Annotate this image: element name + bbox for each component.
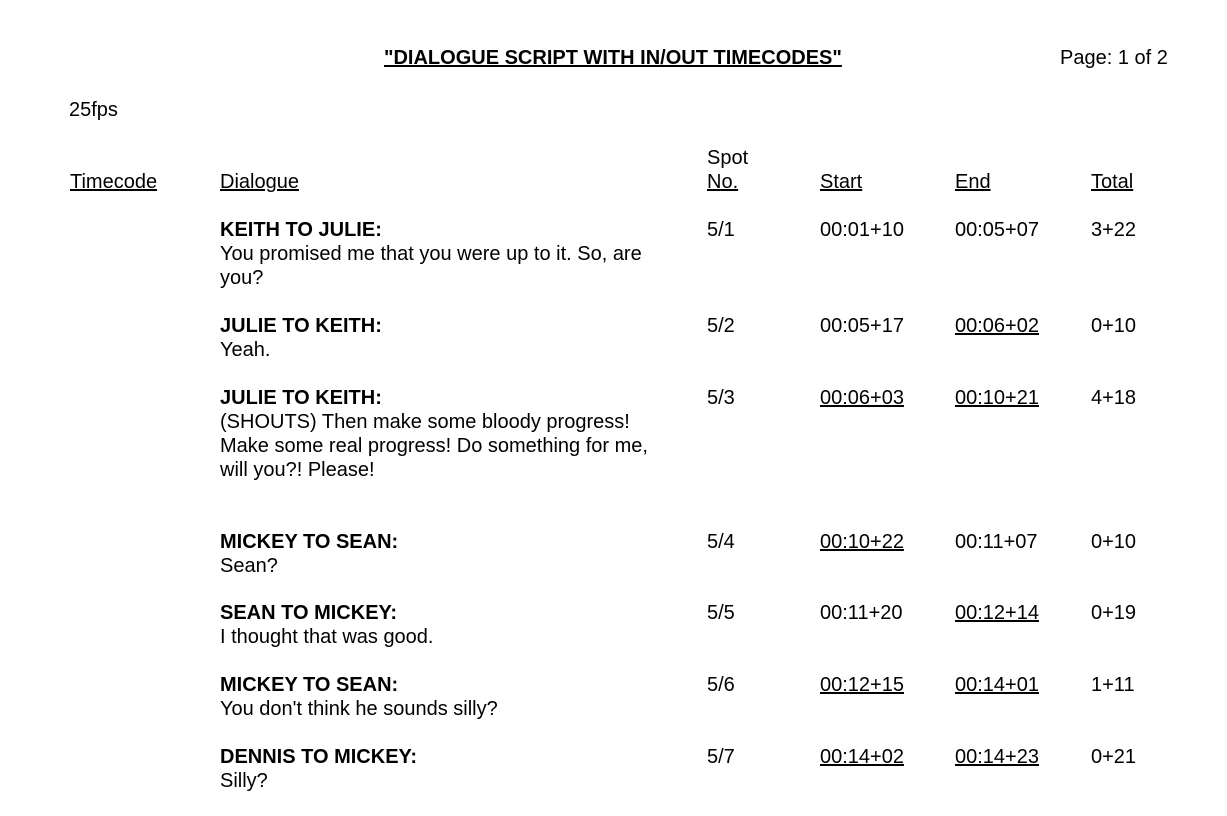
spot-number: 5/1 [707,219,735,241]
spot-number: 5/7 [707,746,735,768]
document-title: "DIALOGUE SCRIPT WITH IN/OUT TIMECODES" [384,47,842,69]
total-duration: 0+19 [1091,602,1137,624]
dialogue-line: you? [220,267,264,289]
end-timecode: 00:14+01 [955,674,1039,696]
total-duration: 4+18 [1091,387,1137,409]
column-header-spot-line2: No. [707,171,739,193]
dialogue-line: (SHOUTS) Then make some bloody progress! [220,411,630,433]
column-header-spot-line1: Spot [707,147,749,169]
start-timecode: 00:10+22 [820,531,904,553]
spot-number: 5/3 [707,387,735,409]
spot-number: 5/4 [707,531,735,553]
column-header-end: End [955,171,991,193]
start-timecode: 00:11+20 [820,602,903,624]
column-header-total: Total [1091,171,1134,193]
dialogue-line: Sean? [220,555,278,577]
start-timecode: 00:12+15 [820,674,904,696]
spot-number: 5/5 [707,602,735,624]
spot-number: 5/6 [707,674,735,696]
end-timecode: 00:12+14 [955,602,1039,624]
column-header-dialogue: Dialogue [220,171,299,193]
dialogue-line: I thought that was good. [220,626,434,648]
total-duration: 0+10 [1091,531,1137,553]
end-timecode: 00:11+07 [955,531,1038,553]
total-duration: 0+21 [1091,746,1137,768]
total-duration: 3+22 [1091,219,1137,241]
end-timecode: 00:05+07 [955,219,1039,241]
start-timecode: 00:06+03 [820,387,904,409]
total-duration: 1+11 [1091,674,1135,696]
start-timecode: 00:14+02 [820,746,904,768]
dialogue-line: Yeah. [220,339,271,361]
speaker-label: MICKEY TO SEAN: [220,531,399,553]
end-timecode: 00:06+02 [955,315,1039,337]
end-timecode: 00:14+23 [955,746,1039,768]
speaker-label: MICKEY TO SEAN: [220,674,399,696]
dialogue-line: You promised me that you were up to it. So, are [220,243,642,265]
total-duration: 0+10 [1091,315,1137,337]
speaker-label: DENNIS TO MICKEY: [220,746,418,768]
spot-number: 5/2 [707,315,735,337]
speaker-label: JULIE TO KEITH: [220,387,382,409]
dialogue-line: will you?! Please! [220,459,375,481]
column-header-timecode: Timecode [70,171,158,193]
speaker-label: JULIE TO KEITH: [220,315,382,337]
column-header-start: Start [820,171,863,193]
speaker-label: SEAN TO MICKEY: [220,602,398,624]
page-number: Page: 1 of 2 [1060,47,1168,69]
dialogue-line: Make some real progress! Do something for me, [220,435,648,457]
end-timecode: 00:10+21 [955,387,1039,409]
frame-rate: 25fps [69,99,118,121]
start-timecode: 00:01+10 [820,219,904,241]
start-timecode: 00:05+17 [820,315,904,337]
speaker-label: KEITH TO JULIE: [220,219,382,241]
dialogue-line: Silly? [220,770,268,792]
dialogue-line: You don't think he sounds silly? [220,698,498,720]
